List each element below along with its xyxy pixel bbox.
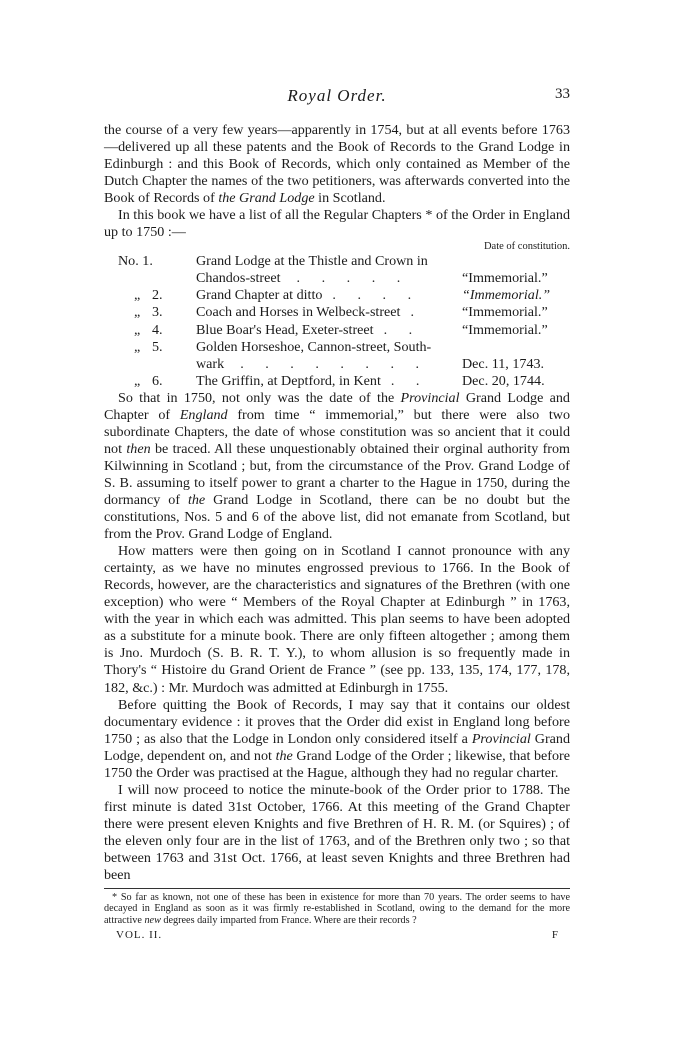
leader-dots: .	[410, 304, 423, 321]
chapter-date-text: “Immemorial.”	[462, 304, 548, 321]
chapter-date-text: Dec. 11, 1743.	[462, 355, 545, 372]
footnote	[104, 892, 570, 926]
chapter-list	[104, 253, 570, 389]
chapter-number-text: 5.	[152, 338, 163, 355]
chapter-number	[104, 322, 196, 339]
chapter-number-text: 3.	[152, 304, 163, 321]
chapter-name-text: Grand Chapter at ditto	[196, 287, 323, 304]
chapter-name	[196, 339, 462, 356]
chapter-name	[196, 322, 462, 339]
paragraph-5-b: Grand Lodge, dependent on, and not	[104, 730, 570, 764]
ditto-mark: „	[134, 321, 141, 338]
paragraph-3-italic-4: the	[187, 491, 206, 508]
chapter-date-text: Dec. 20, 1744.	[462, 372, 545, 389]
chapter-name-continuation	[196, 270, 462, 287]
chapter-date-empty	[462, 339, 570, 356]
leader-dots: . . . . .	[296, 270, 410, 287]
chapter-row	[104, 339, 570, 356]
page-body	[104, 122, 570, 941]
paragraph-3-b: Grand Lodge and Chapter of	[104, 389, 570, 423]
chapter-number	[104, 339, 196, 356]
leader-dots: . . . . . . . .	[240, 355, 429, 372]
paragraph-3-a: So that in 1750, not only was the date of the	[118, 389, 401, 406]
paragraph-3	[104, 390, 570, 543]
chapter-date-text: “Immemorial.”	[462, 270, 548, 287]
chapter-name-text: Grand Lodge at the Thistle and Crown in	[196, 253, 428, 270]
footnote-a: * So far as known, not one of these has been in existence for more than 70 years. The order seems to have decayed in England as soon as it was firmly re-established in Scotland, owing to the demand for the more attractive	[104, 892, 570, 926]
chapter-date	[462, 356, 570, 373]
footnote-italic: new	[144, 914, 161, 926]
chapter-date-text: “Immemorial.”	[462, 321, 548, 338]
ditto-mark: „	[134, 287, 141, 304]
chapter-name-cont-text: Chandos-street	[196, 270, 281, 287]
paragraph-4: How matters were then going on in Scotland I cannot pronounce with any certainty, as we have no minutes engrossed previous to 1766. In the Book of Records, however, are the characteristics and signatures of the Brethren (with one exception) who were “ Members of the Royal Chapter at Edinburgh ” in 1763, with the year in which each was admitted. This plan seems to have been adopted as a substitute for a minute book. There are only fifteen altogether ; among them is Jno. Murdoch (S. B. R. T. Y.), to whom allusion is so frequently made in Thory's “ Histoire du Grand Orient de France ” (see pp. 133, 135, 174, 177, 178, 182, &c.) : Mr. Murdoch was admitted at Edinburgh in 1755.	[104, 543, 570, 696]
signature-letter: F	[551, 929, 558, 942]
chapter-date-empty	[462, 253, 570, 270]
leader-dots: . .	[383, 321, 422, 338]
paragraph-5-c: Grand Lodge of the Order ; likewise, that before 1750 the Order was practised at the Hague, although they had no regular charter.	[104, 747, 570, 781]
chapter-name	[196, 304, 462, 321]
chapter-number-text: 2.	[152, 287, 163, 304]
leader-dots: . . . .	[332, 287, 421, 304]
paragraph-3-italic-1: Provincial	[400, 389, 460, 406]
chapter-date	[462, 322, 570, 339]
chapter-number	[104, 373, 196, 390]
chapter-name	[196, 253, 462, 270]
chapter-date-text: “Immemorial.”	[462, 287, 551, 304]
chapter-date	[462, 304, 570, 321]
chapter-date	[462, 270, 570, 287]
paragraph-1-tail: in Scotland.	[314, 190, 386, 207]
footnote-b: degrees daily imparted from France. Where are their records ?	[160, 914, 417, 926]
running-title: Royal Order.	[287, 86, 387, 105]
paragraph-1-text: the course of a very few years—apparently in 1754, but at all events before 1763—delivered up all these patents and the Book of Records to the Grand Lodge in Edinburgh : and this Book of Records, which only contained as Member of the Dutch Chapter the names of the two petitioners, was afterwards converted into the Book of Records of	[104, 122, 570, 207]
chapter-name-cont-text: wark	[196, 355, 225, 372]
chapter-name-text: Coach and Horses in Welbeck-street	[196, 304, 401, 321]
chapter-number-text: 6.	[152, 372, 163, 389]
chapter-number-text: 4.	[152, 321, 163, 338]
chapter-date	[462, 287, 570, 304]
chapter-row-continuation	[104, 270, 570, 287]
signature-line	[104, 927, 570, 941]
chapter-name-continuation	[196, 356, 462, 373]
chapter-name	[196, 287, 462, 304]
chapter-row	[104, 373, 570, 390]
date-column-heading: Date of constitution.	[483, 241, 570, 253]
ditto-mark: „	[134, 372, 141, 389]
chapter-name-text: Blue Boar's Head, Exeter-street	[196, 321, 374, 338]
chapter-name	[196, 373, 462, 390]
chapter-number-text: No. 1.	[118, 253, 153, 270]
page-header	[104, 86, 570, 110]
leader-dots: . .	[390, 372, 429, 389]
ditto-mark: „	[134, 338, 141, 355]
paragraph-6: I will now proceed to notice the minute-book of the Order prior to 1788. The first minute is dated 31st October, 1766. At this meeting of the Grand Chapter there were present eleven Knights and five Brethren of H. R. M. (or Squires) ; of the eleven only four are in the list of 1763, and of the Brethren only two ; so that between 1763 and 31st Oct. 1766, at least seven Knights and three Brethren had been	[104, 781, 570, 884]
chapter-row	[104, 304, 570, 321]
chapter-number-empty	[104, 270, 196, 287]
chapter-name-text: Golden Horseshoe, Cannon-street, South-	[196, 338, 432, 355]
volume-label: VOL. II.	[116, 929, 163, 942]
paragraph-3-italic-3: then	[126, 440, 151, 457]
chapter-number	[104, 287, 196, 304]
ditto-mark: „	[134, 304, 141, 321]
paragraph-2: In this book we have a list of all the Regular Chapters * of the Order in England up to 1750 :—	[104, 207, 570, 241]
paragraph-3-d: be traced. All these unquestionably obtained their orginal authority from Kilwinning in Scotland ; but, from the circumstance of the Prov. Grand Lodge of S. B. assuming to itself power to grant a charter to the Hague in 1750, during the dormancy of	[104, 440, 571, 508]
chapter-row	[104, 322, 570, 339]
paragraph-3-e: Grand Lodge in Scotland, there can be no doubt but the constitutions, Nos. 5 and 6 of the above list, did not emanate from Scotland, but from the Prov. Grand Lodge of England.	[104, 491, 570, 543]
paragraph-5-italic-1: Provincial	[471, 730, 531, 747]
paragraph-5	[104, 697, 570, 782]
paragraph-1-italic: the Grand Lodge	[218, 190, 315, 207]
paragraph-3-italic-2: England	[179, 406, 228, 423]
chapter-number-empty	[104, 356, 196, 373]
chapter-number	[104, 253, 196, 270]
chapter-name-text: The Griffin, at Deptford, in Kent	[196, 372, 381, 389]
paragraph-5-italic-2: the	[275, 747, 293, 764]
page-number: 33	[555, 86, 570, 102]
footnote-rule	[104, 888, 570, 889]
chapter-row	[104, 287, 570, 304]
chapter-row-continuation	[104, 356, 570, 373]
chapter-row	[104, 253, 570, 270]
paragraph-3-c: from time “ immemorial,” but there were also two subordinate Chapters, the date of whose constitution was so ancient that it could not	[104, 406, 570, 457]
chapter-date	[462, 373, 570, 390]
paragraph-5-a: Before quitting the Book of Records, I may say that it contains our oldest documentary evidence : it proves that the Order did exist in England long before 1750 ; as also that the Lodge in London only considered itself a	[104, 696, 570, 747]
paragraph-1	[104, 122, 570, 207]
chapter-number	[104, 304, 196, 321]
